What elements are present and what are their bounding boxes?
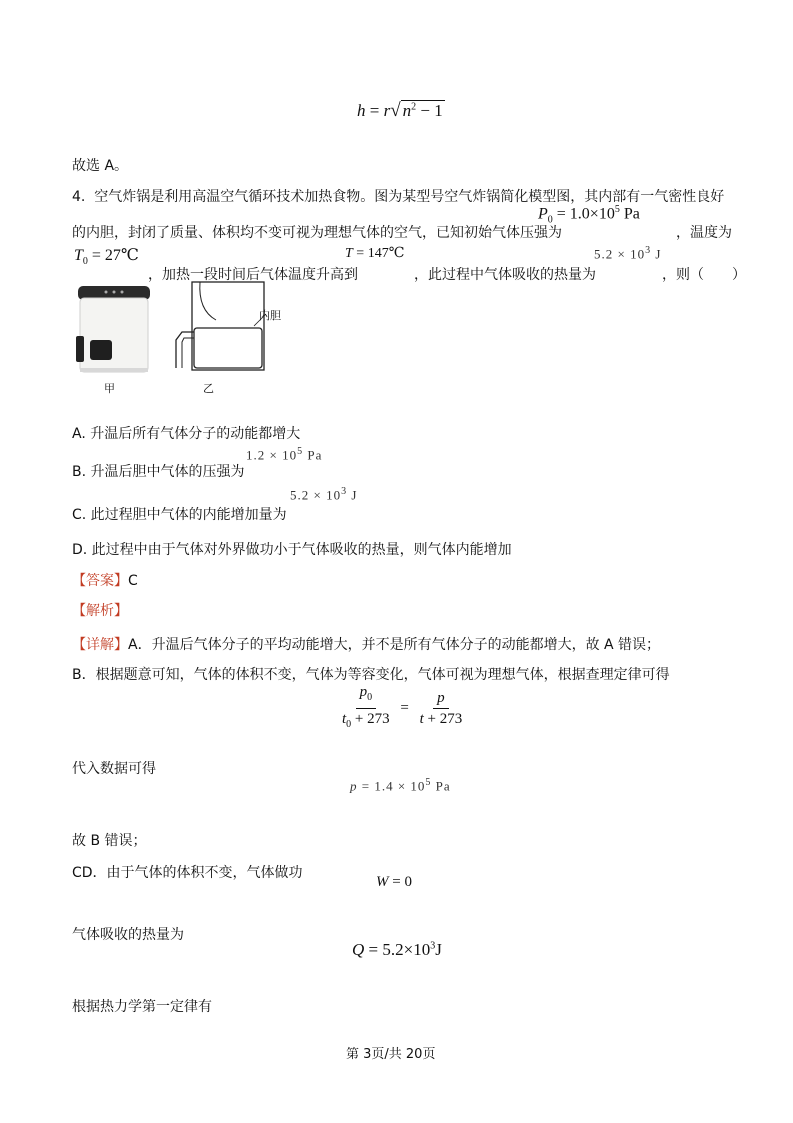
option-b: B. 升温后胆中气体的压强为 <box>72 464 245 480</box>
detail-line-6: 气体吸收的热量为 <box>72 927 184 943</box>
question-line-3b: ，此过程中气体吸收的热量为 <box>414 267 596 283</box>
formula-T: T = 147℃ <box>345 246 405 261</box>
option-c-value: $5.2 \times 10^3$ J <box>290 486 358 503</box>
fryer-model-diagram <box>170 280 290 376</box>
pressure-result: $p = 1.4 \times 10^5$ Pa <box>350 777 451 794</box>
option-b-value: $1.2 \times 10^5$ Pa <box>246 446 323 463</box>
analysis-label: 【解析】 <box>72 603 128 619</box>
answer-value: C <box>128 573 138 589</box>
page-footer: 第 3页/共 20页 <box>346 1047 436 1062</box>
option-d: D. 此过程中由于气体对外界做功小于气体吸收的热量，则气体内能增加 <box>72 542 512 558</box>
label-jia: 甲 <box>104 382 115 395</box>
work-formula: W = 0 <box>376 874 412 890</box>
detail-line-7: 根据热力学第一定律有 <box>72 999 212 1015</box>
charles-law-formula: $\frac{p_0}{t_0 + 273}$ = $\frac{p}{t + 273}$ <box>342 684 463 730</box>
formula-Q-question: $5.2 \times 10^3$ J <box>594 245 662 262</box>
detail-line-5: CD．由于气体的体积不变，气体做功 <box>72 865 303 881</box>
option-a: A. 升温后所有气体分子的动能都增大 <box>72 426 301 442</box>
question-line-1: 4. 空气炸锅是利用高温空气循环技术加热食物。图为某型号空气炸锅简化模型图，其内部有一气密性良好 <box>72 189 725 205</box>
question-line-3c: ，则（ ） <box>662 267 746 283</box>
label-neidan: 内胆 <box>259 309 281 322</box>
detail-line-4: 故 B 错误； <box>72 833 147 849</box>
label-yi: 乙 <box>203 382 214 395</box>
detail-line-3: 代入数据可得 <box>72 761 156 777</box>
formula-p0: $P_0 = 1.0\times 10^5$ Pa <box>538 204 640 226</box>
question-line-3a: ，加热一段时间后气体温度升高到 <box>148 267 358 283</box>
detail-line-1: 【详解】A．升温后气体分子的平均动能增大，并不是所有气体分子的动能都增大，故 A 错误； <box>72 637 661 653</box>
heat-formula: $Q = 5.2\times 10^3J$ <box>352 940 442 959</box>
answer-line <box>72 572 138 590</box>
previous-answer-text: 故选 A。 <box>72 158 129 174</box>
question-line-2: 的内胆，封闭了质量、体积均不变可视为理想气体的空气，已知初始气体压强为 <box>72 225 562 241</box>
formula-T0: $T_0$ = 27℃ <box>74 247 139 268</box>
formula-h: h = r√ $n^2 - 1$ <box>357 100 443 121</box>
option-c: C. 此过程胆中气体的内能增加量为 <box>72 507 287 523</box>
answer-label: 【答案】 <box>72 573 128 589</box>
air-fryer-photo <box>72 284 156 374</box>
detail-line-2: B．根据题意可知，气体的体积不变，气体为等容变化，气体可视为理想气体，根据查理定律可得 <box>72 667 670 683</box>
question-line-2-end: ，温度为 <box>676 225 732 241</box>
